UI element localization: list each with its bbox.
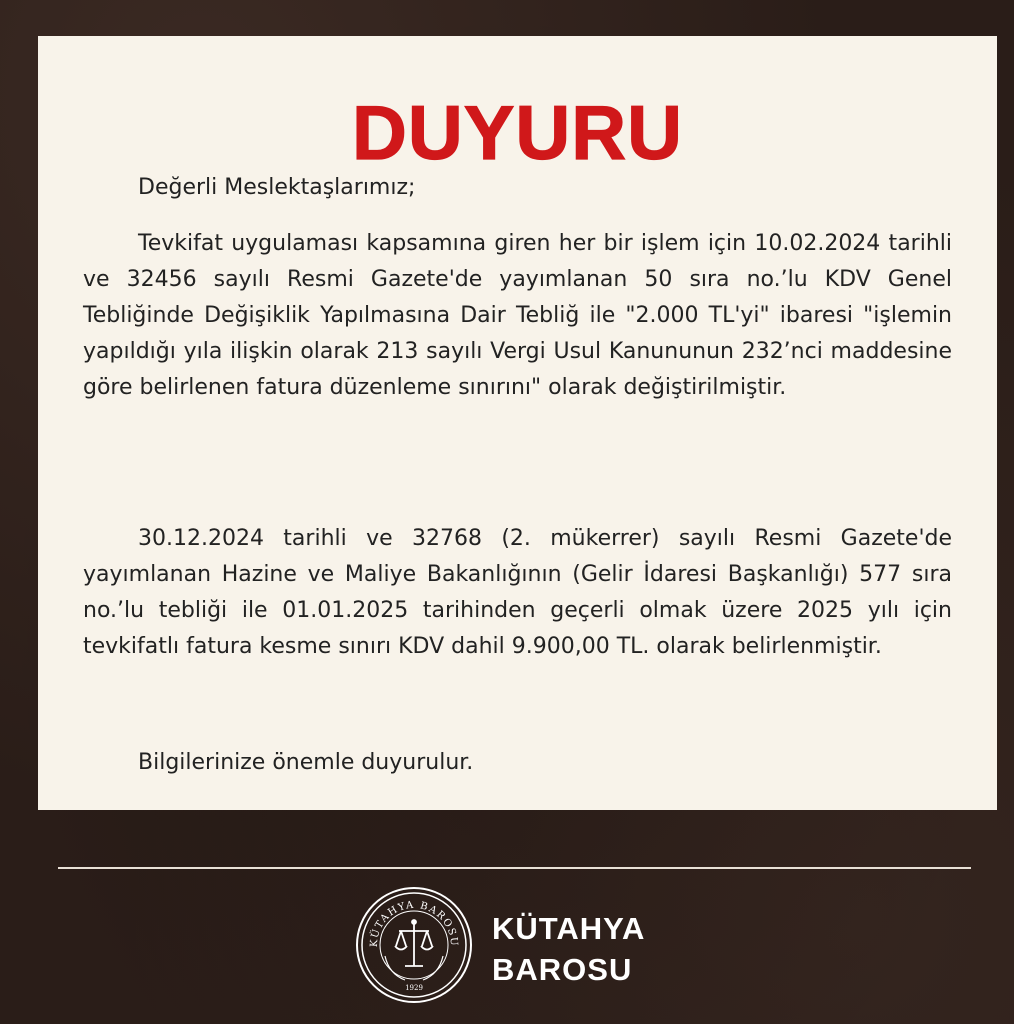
brand-line-2: BAROSU <box>492 952 633 987</box>
brand-name <box>492 908 645 990</box>
scales-of-justice-icon <box>395 920 433 966</box>
seal-year: 1929 <box>405 984 423 992</box>
seal-top-text: KÜTAHYA BAROSU <box>368 899 460 948</box>
seal-logo <box>355 886 473 1004</box>
announcement-title: DUYURU <box>351 91 684 176</box>
footer-divider <box>58 867 971 869</box>
brand-line-1: KÜTAHYA <box>492 911 646 946</box>
closing-line: Bilgilerinize önemle duyurulur. <box>138 750 474 775</box>
bar-association-seal <box>355 886 473 1004</box>
paragraph-2: 30.12.2024 tarihli ve 32768 (2. mükerrer) sayılı Resmi Gazete'de yayımlanan Hazine ve Maliye Bakanlığının (Gelir İdaresi Başkanlığı) 577 sıra no.’lu tebliği ile 01.01.2025 tarihinden geçerli olmak üzere 2025 yılı için tevkifatlı fatura kesme sınırı KDV dahil 9.900,00 TL. olarak belirlenmiştir. <box>83 526 952 659</box>
paragraph-1: Tevkifat uygulaması kapsamına giren her bir işlem için 10.02.2024 tarihli ve 32456 sayılı Resmi Gazete'de yayımlanan 50 sıra no.’lu KDV Genel Tebliğinde Değişiklik Yapılmasına Dair Tebliğ ile "2.000 TL'yi" ibaresi "işlemin yapıldığı yıla ilişkin olarak 213 sayılı Vergi Usul Kanununun 232’nci maddesine göre belirlenen fatura düzenleme sınırını" olarak değiştirilmiştir. <box>83 231 952 400</box>
announcement-card <box>38 36 997 810</box>
salutation: Değerli Meslektaşlarımız; <box>138 175 416 200</box>
